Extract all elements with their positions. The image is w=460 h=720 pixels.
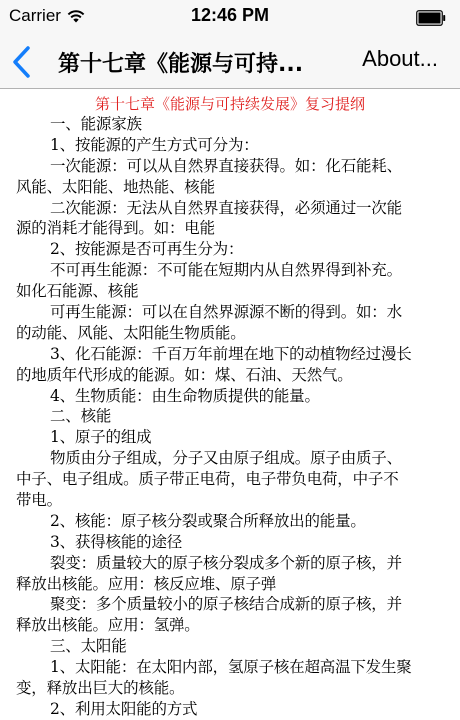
document-line: 如化石能源、核能 bbox=[16, 282, 139, 301]
document-line: 带电。 bbox=[16, 491, 62, 510]
status-bar bbox=[0, 0, 460, 36]
document-title: 第十七章《能源与可持续发展》复习提纲 bbox=[94, 95, 365, 113]
document-line: 可再生能源：可以在自然界源源不断的得到。如：水 bbox=[50, 303, 402, 322]
document-line: 3、获得核能的途径 bbox=[50, 532, 183, 551]
document-line: 裂变：质量较大的原子核分裂成多个新的原子核，并 bbox=[50, 553, 402, 572]
document-line: 1、按能源的产生方式可分为： bbox=[50, 135, 259, 154]
document-line: 的地质年代形成的能源。如：煤、石油、天然气。 bbox=[16, 365, 353, 384]
status-time: 12:46 PM bbox=[190, 5, 270, 25]
document-line: 的动能、风能、太阳能生物质能。 bbox=[16, 323, 246, 342]
about-button[interactable]: About... bbox=[362, 46, 438, 71]
document-line: 4、生物质能：由生命物质提供的能量。 bbox=[50, 386, 320, 405]
document-line: 不可再生能源：不可能在短期内从自然界得到补充。 bbox=[50, 261, 402, 280]
document-line: 释放出核能。应用：核反应堆、原子弹 bbox=[16, 574, 277, 593]
carrier-label: Carrier bbox=[9, 6, 61, 25]
chevron-left-icon bbox=[15, 48, 28, 76]
document-line: 物质由分子组成，分子又由原子组成。原子由质子、 bbox=[50, 449, 402, 468]
document-line: 源的消耗才能得到。如：电能 bbox=[16, 219, 215, 238]
document-line: 1、原子的组成 bbox=[50, 428, 152, 447]
document-line: 2、利用太阳能的方式 bbox=[50, 699, 198, 718]
navigation-bar bbox=[0, 36, 460, 89]
document-line: 变，释放出巨大的核能。 bbox=[16, 679, 185, 698]
back-button[interactable] bbox=[8, 44, 40, 80]
document-line: 二次能源：无法从自然界直接获得，必须通过一次能 bbox=[50, 198, 402, 217]
document-line: 风能、太阳能、地热能、核能 bbox=[16, 177, 215, 196]
document-line: 3、化石能源：千百万年前埋在地下的动植物经过漫长 bbox=[50, 344, 412, 363]
nav-title: 第十七章《能源与可持... bbox=[58, 52, 304, 77]
document-line: 一次能源：可以从自然界直接获得。如：化石能耗、 bbox=[50, 156, 402, 175]
document-line: 2、按能源是否可再生分为： bbox=[50, 240, 244, 259]
document-line: 1、太阳能：在太阳内部，氢原子核在超高温下发生聚 bbox=[50, 658, 412, 677]
document-line: 二、核能 bbox=[50, 407, 112, 426]
document-body bbox=[16, 114, 448, 720]
document-view[interactable] bbox=[0, 89, 460, 718]
document-line: 2、核能：原子核分裂或聚合所释放出的能量。 bbox=[50, 511, 366, 530]
battery-icon bbox=[416, 10, 446, 26]
document-line: 三、太阳能 bbox=[50, 637, 127, 656]
document-line: 中子、电子组成。质子带正电荷，电子带负电荷，中子不 bbox=[16, 470, 399, 489]
document-line: 一、能源家族 bbox=[50, 115, 142, 133]
document-line: 聚变：多个质量较小的原子核结合成新的原子核，并 bbox=[50, 595, 402, 614]
document-line: 释放出核能。应用：氢弹。 bbox=[16, 616, 200, 635]
